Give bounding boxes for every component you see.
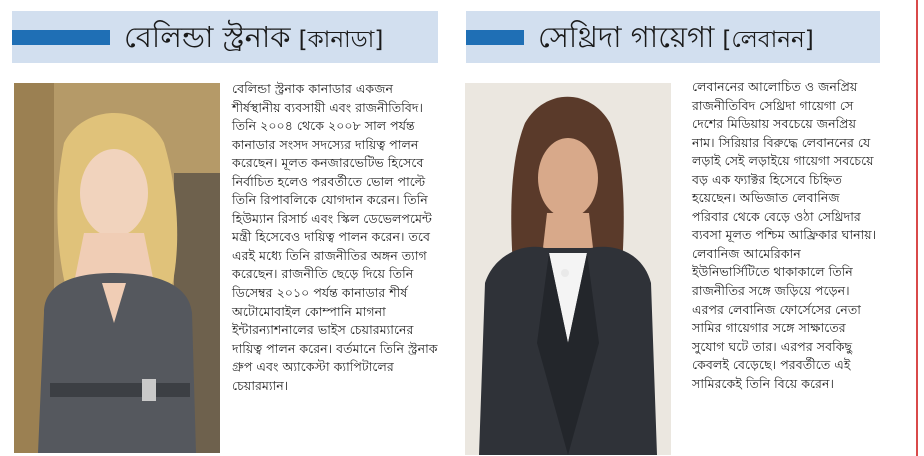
page-edge-rule <box>916 0 918 456</box>
country-label: [লেবানন] <box>722 26 814 53</box>
portrait-illustration <box>465 83 671 455</box>
article-header <box>12 11 438 63</box>
portrait-photo <box>465 83 671 455</box>
article-header <box>466 11 880 63</box>
portrait-illustration <box>14 83 220 453</box>
country-label: [কানাডা] <box>298 26 384 53</box>
portrait-photo <box>14 83 220 453</box>
header-accent-bar <box>12 30 110 45</box>
article-body: লেবাননের আলোচিত ও জনপ্রিয় রাজনীতিবিদ সেথ্রিদা গায়েগা সে দেশের মিডিয়ায় সবচেয়ে জনপ্রিয় নাম। সিরিয়ার বিরুদ্ধে লেবাননের যে লড়াই সেই লড়াইয়ে গায়েগা সবচেয়ে বড় এক ফ্যাক্টর হিসেবে চিহ্নিত হয়েছেন। অভিজাত লেবানিজ পরিবার থেকে বেড়ে ওঠা সেথ্রিদার ব্যবসা মূলত পশ্চিম আফ্রিকার ঘানায়। লেবানিজ আমেরিকান ইউনিভার্সিটিতে থাকাকালে তিনি রাজনীতির সঙ্গে জড়িয়ে পড়েন। এরপর লেবানিজ ফোর্সেসের নেতা সামির গায়েগার সঙ্গে সাক্ষাতের সুযোগ ঘটে তার। এরপর সবকিছু কেবলই বেড়েছে। পরবর্তীতে এই সামিরকেই তিনি বিয়ে করেন। <box>692 79 877 391</box>
article-title <box>124 19 384 54</box>
article-title <box>538 19 814 54</box>
person-name: বেলিন্ডা স্ট্রনাক <box>124 19 291 54</box>
article-body: বেলিন্ডা স্ট্রনাক কানাডার একজন শীর্ষস্থানীয় ব্যবসায়ী এবং রাজনীতিবিদ। তিনি ২০০৪ থেকে ২০০৮ সাল পর্যন্ত কানাডার সংসদ সদস্যের দায়িত্ব পালন করেছেন। মূলত কনজারভেটিভ হিসেবে নির্বাচিত হলেও পরবর্তীতে ভোল পাল্টে তিনি রিপাবলিকে যোগদান করেন। তিনি হিউম্যান রিসার্চ এবং স্কিল ডেভেলপমেন্ট মন্ত্রী হিসেবেও দায়িত্ব পালন করেন। তবে এরই মধ্যে তিনি রাজনীতির অঙ্গন ত্যাগ করেছেন। রাজনীতি ছেড়ে দিয়ে তিনি ডিসেম্বর ২০১০ পর্যন্ত কানাডার শীর্ষ অটোমোবাইল কোম্পানি মাগনা ইন্টারন্যাশনালের ভাইস চেয়ারম্যানের দায়িত্ব পালন করেন। বর্তমানে তিনি স্ট্রনাক গ্রুপ এবং অ্যাকেস্টা ক্যাপিটালের চেয়ারম্যান। <box>232 81 438 393</box>
header-accent-bar <box>466 30 524 45</box>
person-name: সেথ্রিদা গায়েগা <box>538 19 715 54</box>
